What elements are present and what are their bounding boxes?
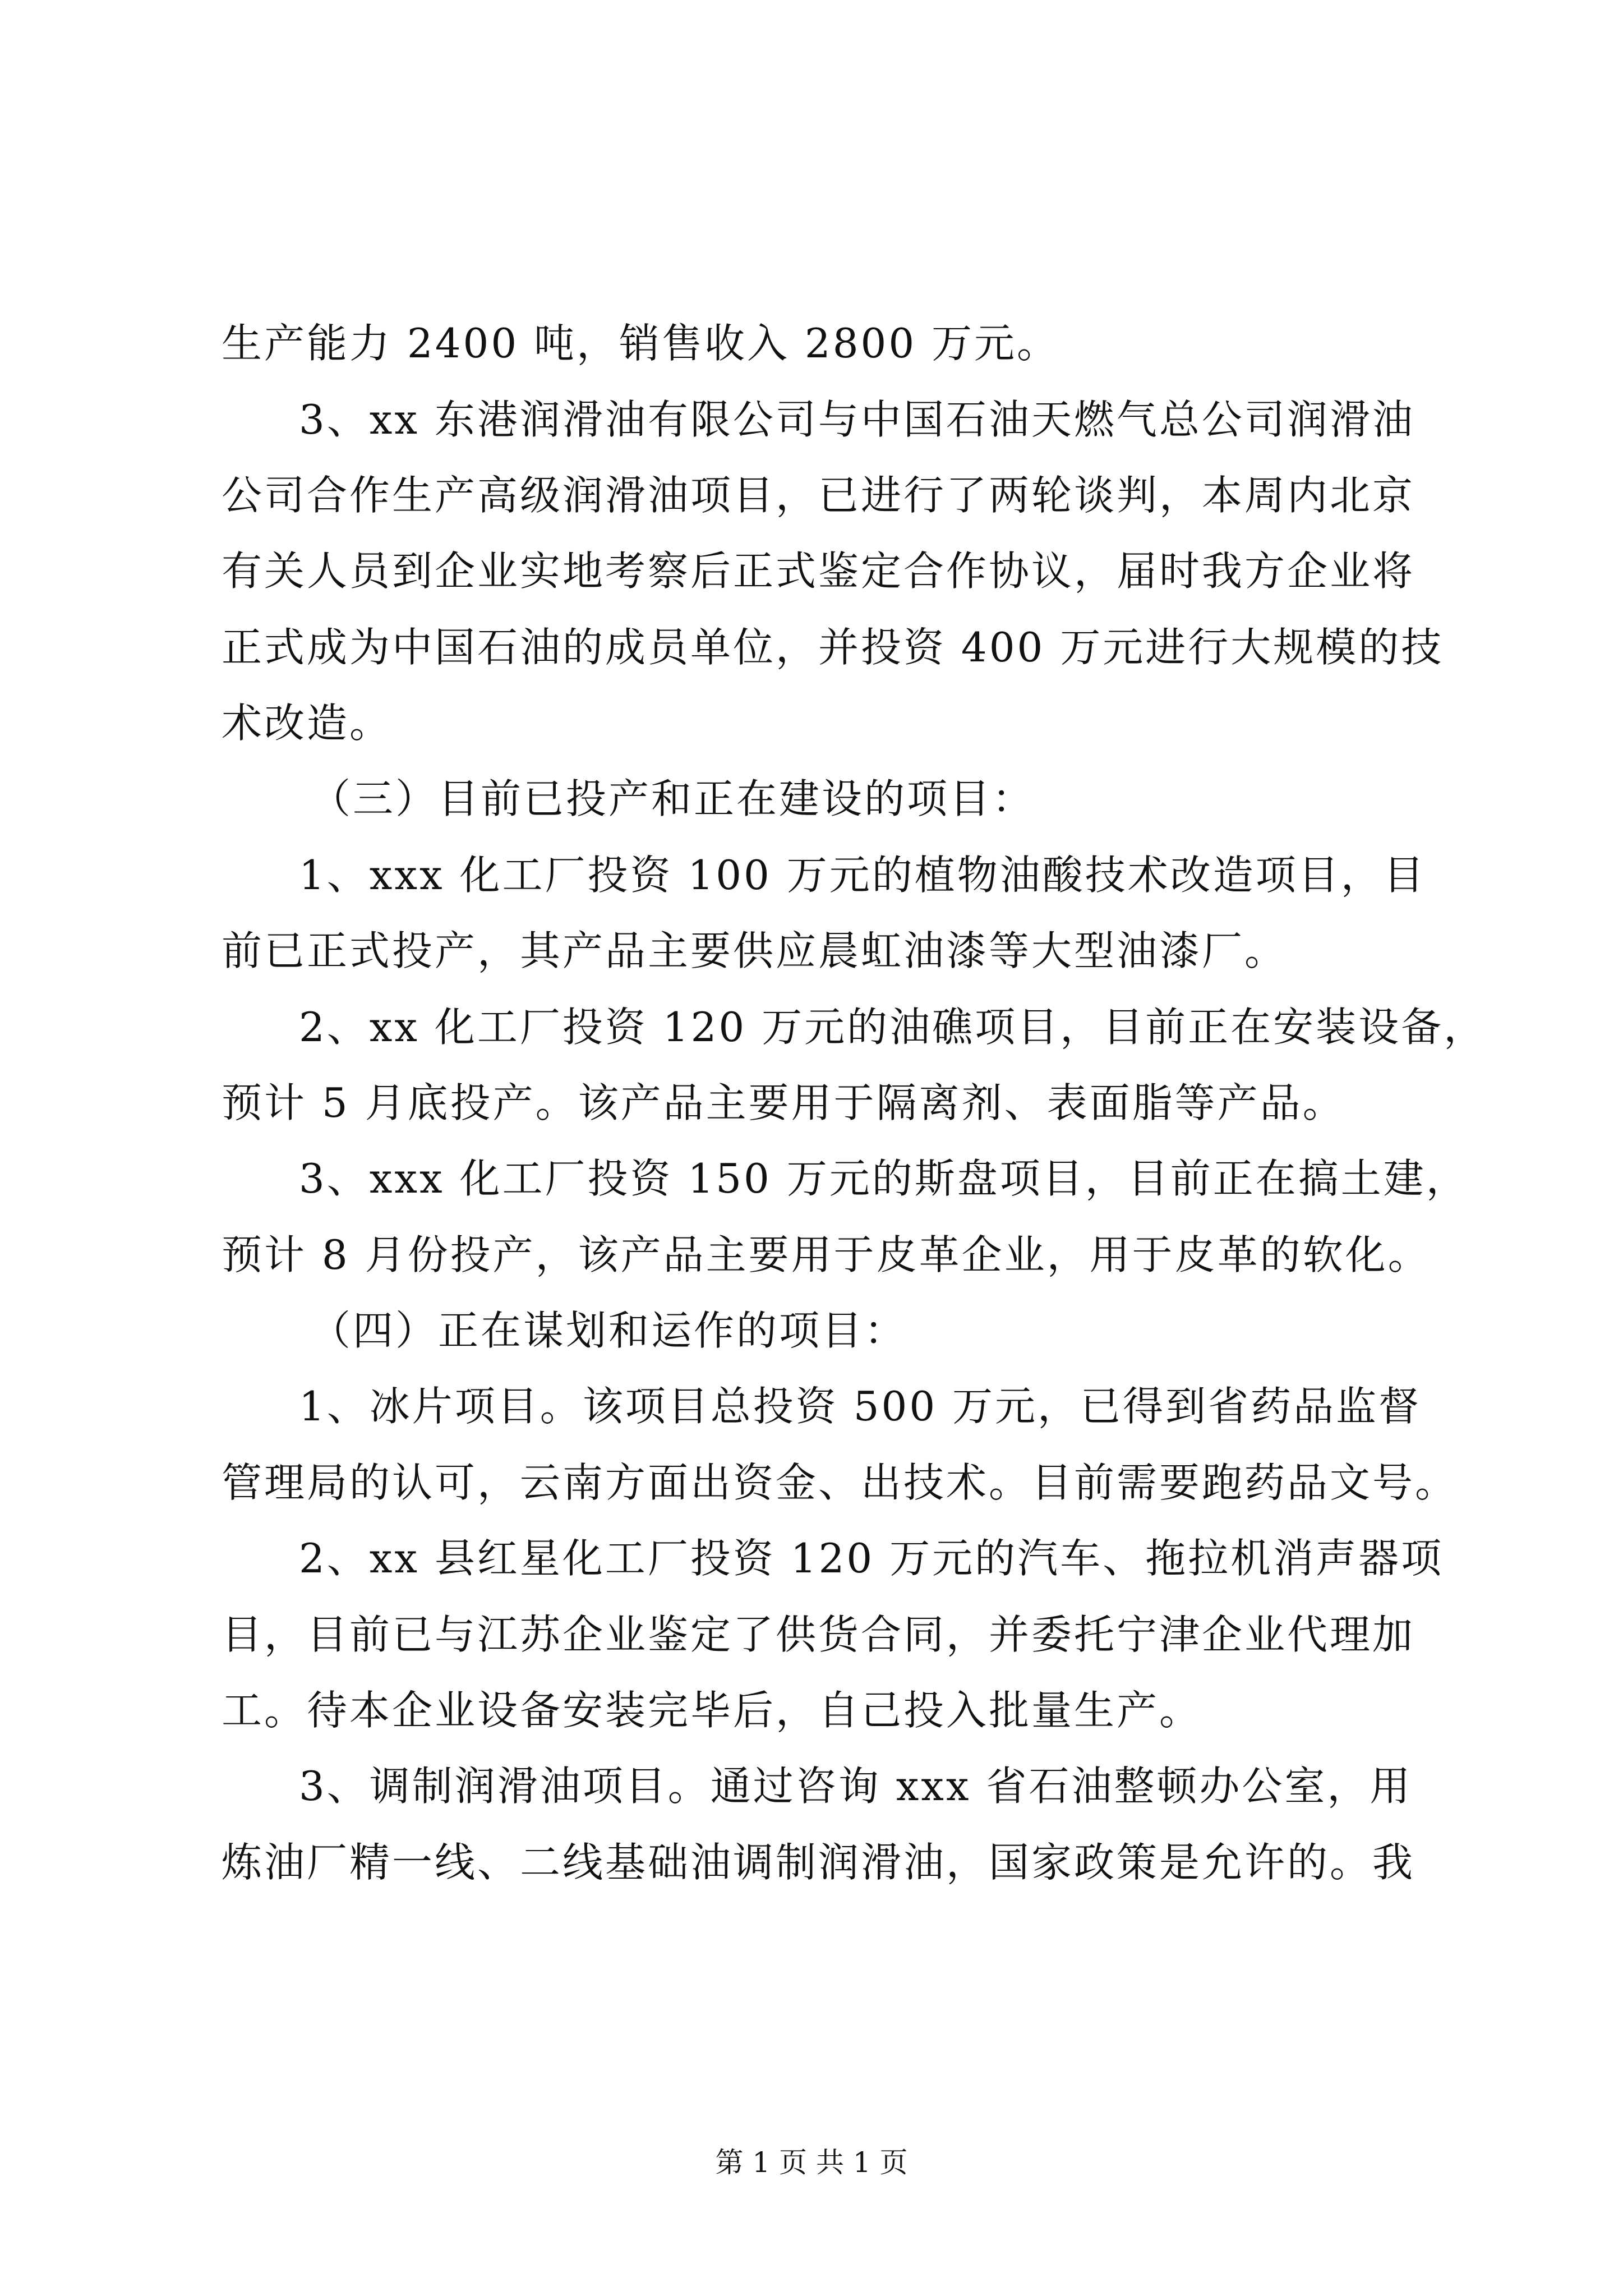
text-line: 前已正式投产，其产品主要供应晨虹油漆等大型油漆厂。 — [222, 927, 1288, 974]
page-footer: 第 1 页 共 1 页 — [715, 2146, 908, 2179]
text-line: 预计 8 月份投产，该产品主要用于皮革企业，用于皮革的软化。 — [222, 1231, 1431, 1278]
section-heading: （三）目前已投产和正在建设的项目： — [310, 775, 1035, 822]
text-line: 生产能力 2400 吨，销售收入 2800 万元。 — [222, 320, 1060, 367]
text-line: 工。待本企业设备安装完毕后，自己投入批量生产。 — [222, 1687, 1202, 1734]
text-line: 2、xx 县红星化工厂投资 120 万元的汽车、拖拉机消声器项 — [299, 1535, 1444, 1582]
text-line: 3、xxx 化工厂投资 150 万元的斯盘项目，目前正在搞土建， — [299, 1155, 1469, 1202]
section-heading: （四）正在谋划和运作的项目： — [310, 1307, 907, 1354]
text-line: 1、冰片项目。该项目总投资 500 万元，已得到省药品监督 — [299, 1383, 1422, 1430]
text-line: 公司合作生产高级润滑油项目，已进行了两轮谈判，本周内北京 — [222, 472, 1415, 519]
text-line: 2、xx 化工厂投资 120 万元的油礁项目，目前正在安装设备， — [299, 1004, 1487, 1051]
text-line: 管理局的认可，云南方面出资金、出技术。目前需要跑药品文号。 — [222, 1459, 1458, 1506]
text-line: 有关人员到企业实地考察后正式鉴定合作协议，届时我方企业将 — [222, 547, 1415, 595]
text-line: 炼油厂精一线、二线基础油调制润滑油，国家政策是允许的。我 — [222, 1839, 1415, 1886]
text-line: 预计 5 月底投产。该产品主要用于隔离剂、表面脂等产品。 — [222, 1079, 1345, 1126]
text-line: 目，目前已与江苏企业鉴定了供货合同，并委托宁津企业代理加 — [222, 1611, 1415, 1658]
text-line: 1、xxx 化工厂投资 100 万元的植物油酸技术改造项目，目 — [299, 852, 1426, 899]
text-line: 术改造。 — [222, 700, 393, 747]
text-line: 正式成为中国石油的成员单位，并投资 400 万元进行大规模的技 — [222, 624, 1444, 671]
text-line: 3、调制润滑油项目。通过咨询 xxx 省石油整顿办公室，用 — [299, 1763, 1413, 1810]
text-line: 3、xx 东港润滑油有限公司与中国石油天燃气总公司润滑油 — [299, 396, 1415, 443]
